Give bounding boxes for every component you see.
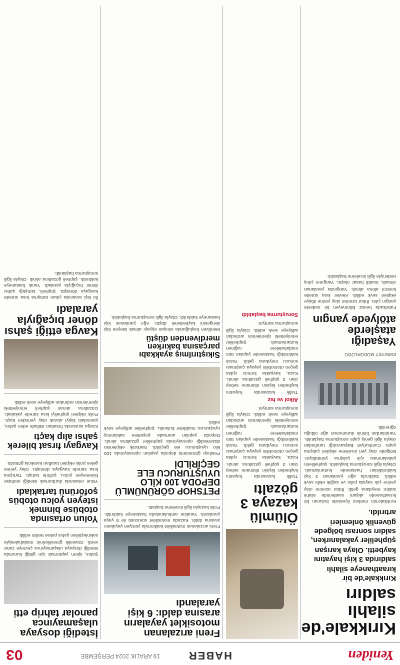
building-shape bbox=[318, 383, 388, 405]
motorcycle-headline: Freni arızalanan motosiklet yayaların arasına daldı: 6 kişi yaralandı bbox=[123, 597, 220, 638]
people-shape bbox=[240, 569, 284, 609]
newspaper-logo: Yeniden bbox=[348, 647, 394, 662]
center-story-headline: Ölümlü kazaya 3 gözaltı bbox=[240, 482, 298, 526]
motorcycle-photo bbox=[104, 532, 220, 594]
right-column bbox=[4, 4, 98, 639]
main-story-headline: Kırıkkale'de silahlı saldırı bbox=[301, 585, 396, 638]
fire-photo bbox=[304, 361, 396, 419]
page-number: 03 bbox=[6, 646, 23, 663]
right-story-a-body: Şahıs, işlem yaptırmak için gittiği kurumda istediği dosyaya ulaşamayınca çevreye zarar verdi. Güvenlik görevlilerinin müdahalesiyle sakinleştirilen şahıs polise teslim edildi. bbox=[2, 533, 98, 557]
story-divider bbox=[104, 362, 220, 363]
right-top-photo bbox=[4, 339, 98, 389]
right-mid-body: Kavga sırasında fırsattan istifade eden şahıs, yanındaki kişiyi alarak olay yerinden kaçtı. Polis ekipleri şüpheliyi kısa sürede yakaladı. Gözaltına alınan şüpheli emniyetteki işlemlerinin ardından adliyeye sevk edildi. bbox=[2, 399, 98, 430]
center-left-column bbox=[226, 4, 298, 639]
center-story-sub-2: Soruşturma başlatıldı bbox=[241, 311, 298, 318]
story-divider bbox=[4, 393, 98, 394]
person-shape bbox=[166, 546, 190, 576]
issue-date: 19 ARALIK 2024 PERŞEMBE bbox=[80, 652, 160, 658]
right-story-a-photo bbox=[4, 560, 98, 604]
right-mid-headline: Kavgayı fırsat bilerek şahsı alıp kaçtı bbox=[7, 432, 98, 452]
lower-left-body: Fabrikada henüz bilinmeyen bir nedenle yangın çıktı. İhbar üzerine olay yerine itfaiye ekipleri sevk edildi. Alevler kısa sürede kontrol altına alındı. Yangında yaralanan olmadı, maddi hasar oluştu. Yangının çıkış nedeniyle ilgili inceleme başlatıldı. bbox=[302, 274, 396, 311]
story-divider bbox=[4, 527, 98, 528]
right-top-body: İki kişi arasında çıkan tartışma kısa sürede kavgaya dönüştü. Şüpheli, tartıştığı şahsı döner bıçağıyla yaraladı. Yaralı hastaneye kaldırıldı, şüpheli gözaltına alındı. Olayla ilgili soruşturma başlatıldı. bbox=[2, 270, 98, 301]
main-story-kicker: Kırıkkale'de bir kıraathaneye silahlı saldırıda 3 kişi hayatını kaybetti. Olaya karışan şüpheliler yakalanırken, saldırı sonrası bölgede güvenlik önlemleri artırıldı. bbox=[310, 508, 396, 583]
center-story-body-2: Trafik kazasında hayatını kaybeden kişinin ölümüne sebep olan 3 şüpheli gözaltına alındı. Kaza, kavşakta kırmızı ışıkta geçen otomobilin yayaya çarpması sonucu meydana geldi. Yaralı kaldırıldığı hastanede yapılan tüm müdahalelere rağmen kurtarılamadı. Şüpheliler emniyetteki işlemlerinin ardından adliyeye sevk edildi. Olayla ilgili soruşturma sürüyor. bbox=[224, 321, 298, 395]
right-story-b-body: Yolun ortasında durdurmak istediği otobüse binemeyen yolcu, şoförle tartıştı. Tartışma kısa sürede kavgaya dönüştü. Olay yerine gelen polis ekipleri tarafları karakola götürdü. bbox=[2, 460, 98, 485]
motorcycle-body: Freni arızalanan motosiklet kaldırımda yürüyen yayaların arasına daldı. Kazada motosiklet sürücüsü ile 5 yaya yaralandı. Yaralılar ambulanslarla hastaneye kaldırıldı. Polis kazayla ilgili inceleme başlattı. bbox=[102, 505, 220, 529]
column-rule bbox=[300, 6, 301, 639]
fire-shape bbox=[336, 371, 376, 379]
center-story-sub-1: Alkol ve hız bbox=[267, 395, 298, 402]
center-column bbox=[104, 4, 220, 639]
accident-photo bbox=[226, 529, 298, 639]
right-top-headline: Kavga ettiği şahsı döner bıçağıyla yaraladı bbox=[4, 303, 98, 338]
right-story-b-headline: Yolun ortasında otobüse binmek isteyen yolcu otobüs şoförünü tartakladı bbox=[8, 487, 98, 525]
section-title: HABER bbox=[187, 649, 232, 661]
left-column bbox=[301, 4, 396, 639]
stairs-body: Merdiven boşluğunda sıkışan eşyayı almak isteyen kişi dengesini kaybederek düştü. Ağır yaralanan kişi hastaneye kaldırıldı. Olayla ilgili soruşturma başlatıldı. bbox=[102, 314, 220, 332]
story-divider bbox=[104, 499, 220, 500]
depot-body: Petshop görünümlü depoda yapılan operasyonda 100 kilo uyuşturucu ele geçirildi. Narkotik ekiplerinin düzenlediği operasyonda şüpheliler gözaltına alındı. Depoda yapılan aramada poşetlere saklanmış uyuşturucu maddeler bulundu. Şüpheliler adliyeye sevk edildi. bbox=[102, 420, 220, 457]
depot-photo bbox=[104, 367, 220, 415]
main-story-body: Kırıkkale'nin merkez ilçesinde bulunan bir kıraathanede akşam saatlerinde silahlı saldırı meydana geldi. İhbar üzerine olay yerine çok sayıda polis ve sağlık ekibi sevk edildi. Saldırıda ağır yaralanan 3 kişi kaldırıldıkları hastanede kurtarılamadı. Olayla ilgili soruşturma başlatıldı, şüphelilerin yakalanması için çalışma yürütülüyor. Bölgede olay yeri inceleme ekipleri çalışma yaptı. Cumhuriyet Başsavcılığı tarafından olayla ilgili geniş çaplı soruşturma başlatıldı. Yaralılardan birinin durumunun ağır olduğu öğrenildi. bbox=[302, 424, 396, 504]
center-story-body: Trafik kazasında hayatını kaybeden kişinin ölümüne sebep olan 3 şüpheli gözaltına alındı. Kaza, kavşakta kırmızı ışıkta geçen otomobilin yayaya çarpması sonucu meydana geldi. Yaralı kaldırıldığı hastanede yapılan tüm müdahalelere rağmen kurtarılamadı. Şüpheliler emniyetteki işlemlerinin ardından adliyeye sevk edildi. Olayla ilgili soruşturma sürüyor. bbox=[224, 405, 298, 479]
motorcycle-shape bbox=[128, 546, 158, 570]
lower-left-headline: Yaşadığı ataşlerde atölyede yangın bbox=[312, 313, 396, 348]
column-rule bbox=[100, 6, 101, 639]
stairs-headline: Sıkıştırılmış ayakkabı parçasına bakırken merdivenden düştü bbox=[139, 333, 220, 359]
story-divider bbox=[4, 454, 98, 455]
fire-photo-caption: EMNIYET MÜDÜRLÜĞÜ bbox=[344, 351, 396, 357]
masthead bbox=[0, 642, 400, 665]
column-rule bbox=[222, 6, 223, 639]
right-story-a-headline: İstediği dosyaya ulaşamayınca panolar tahrip etti bbox=[13, 607, 98, 638]
depot-headline: PETSHOP GÖRÜNÜMLÜ DEPODA 100 KİLO UYUŞTURUCU ELE GEÇİRİLDİ bbox=[115, 459, 220, 497]
